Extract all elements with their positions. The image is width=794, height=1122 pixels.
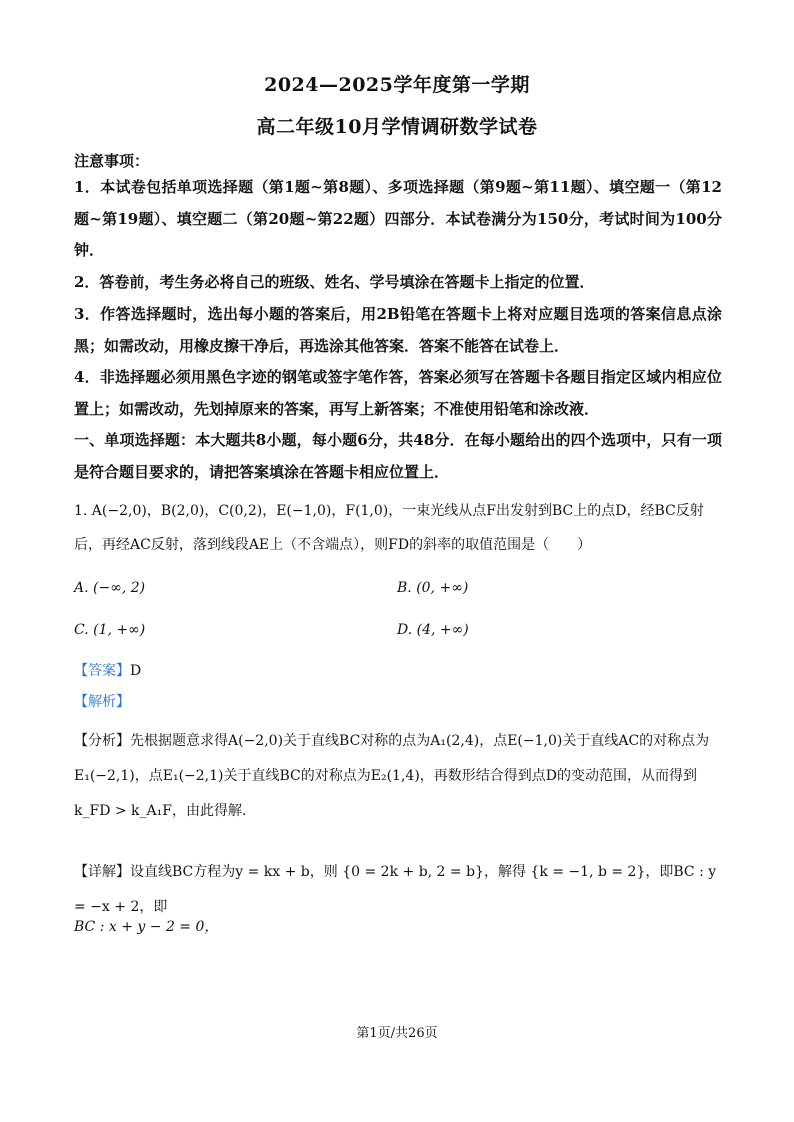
section-heading: 一、单项选择题：本大题共8小题，每小题6分，共48分．在每小题给出的四个选项中，只有一项是符合题目要求的，请把答案填涂在答题卡相应位置上． [74, 431, 722, 481]
exam-title-name: 高二年级10月学情调研数学试卷 [256, 116, 538, 138]
note-item-4: 4．非选择题必须用黑色字迹的钢笔或签字笔作答，答案必须写在答题卡各题目指定区域内相应位置上；如需改动，先划掉原来的答案，再写上新答案；不准使用铅笔和涂改液． [74, 368, 722, 418]
fenxi-paragraph [74, 724, 722, 829]
question-stem: 1. A(−2,0)，B(2,0)，C(0,2)，E(−1,0)，F(1,0)，一束光线从点F出发射到BC上的点D，经BC反射后，再经AC反射，落到线段AE上（不含端点），则FD的斜率的取值范围是（ ） [74, 503, 704, 553]
page-footer: 第1页/共26页 [356, 1026, 438, 1041]
note-item-3: 3．作答选择题时，选出每小题的答案后，用2B铅笔在答题卡上将对应题目选项的答案信息点涂黑；如需改动，用橡皮擦干净后，再选涂其他答案．答案不能答在试卷上． [74, 305, 722, 355]
exam-title-term: 2024—2025学年度第一学期 [264, 74, 530, 96]
option-a: A. (−∞, 2) [74, 580, 146, 596]
analysis-tag: 【解析】 [74, 694, 130, 710]
fenxi-tag: 【分析】 [74, 733, 130, 749]
xiangjie-tag: 【详解】 [74, 864, 130, 880]
option-d: D. (4, +∞) [397, 622, 469, 638]
note-item-1: 1．本试卷包括单项选择题（第1题~第8题）、多项选择题（第9题~第11题）、填空题一（第12题~第19题）、填空题二（第20题~第22题）四部分．本试卷满分为150分，考试时间为100分钟． [74, 178, 722, 259]
notes-heading: 注意事项： [74, 152, 150, 170]
answer-tag: 【答案】 [74, 663, 130, 679]
analysis-line [74, 691, 130, 711]
fenxi-text: 先根据题意求得A(−2,0)关于直线BC对称的点为A₁(2,4)，点E(−1,0)关于直线AC的对称点为E₁(−2,1)，点E₁(−2,1)关于直线BC的对称点为E₂(1,4)，再数形结合得到点D的变动范围，从而得到k_FD > k_A₁F，由此得解. [74, 733, 710, 819]
answer-line [74, 660, 141, 680]
note-item-2: 2．答卷前，考生务必将自己的班级、姓名、学号填涂在答题卡上指定的位置． [74, 273, 595, 291]
xiangjie-text: 设直线BC方程为y = kx + b，则 {0 = 2k + b, 2 = b}，解得 {k = −1, b = 2}，即BC : y = −x + 2，即 [74, 864, 717, 915]
option-c: C. (1, +∞) [74, 622, 146, 638]
option-b: B. (0, +∞) [397, 580, 469, 596]
answer-value: D [130, 663, 142, 679]
xiangjie-line2: BC : x + y − 2 = 0， [74, 919, 219, 935]
